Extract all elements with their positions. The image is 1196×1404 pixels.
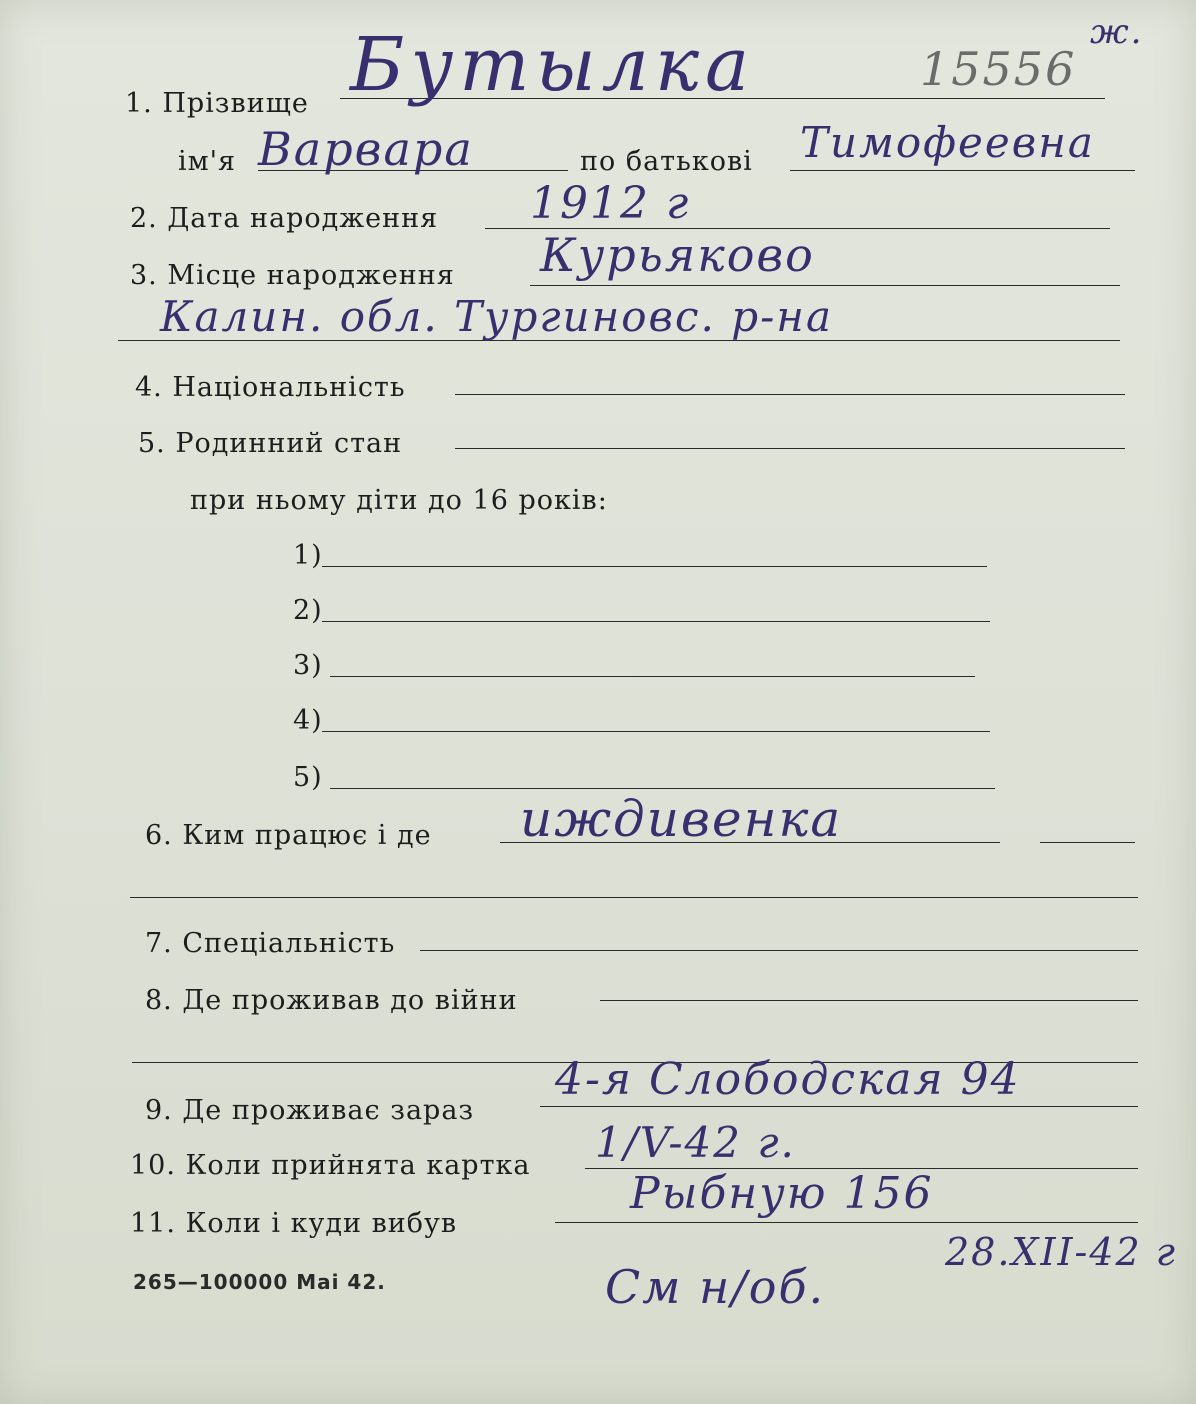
surname-label: 1. Прізвище [125,88,309,119]
footer-note-left: См н/об. [605,1260,826,1314]
surname-value: Бутылка [350,22,756,108]
name-value: Варвара [258,122,474,176]
occupation-value: иждивенка [520,790,843,848]
birth-place-label: 3. Місце народження [130,260,455,291]
surname-corner-note: ж. [1090,12,1144,52]
footer-note-right: 28.XII-42 г [945,1230,1177,1274]
birth-place-value-line2: Калин. обл. Тургиновс. р-на [160,292,834,341]
children-label: при ньому діти до 16 років: [190,485,608,516]
specialty-line [420,950,1138,951]
child-3-line [330,676,975,677]
current-residence-label: 9. Де проживає зараз [145,1095,475,1126]
child-5-line [330,788,995,789]
child-4-label: 4) [293,705,323,736]
nationality-line [455,394,1125,395]
occupation-line-2 [130,897,1138,898]
card-accepted-label: 10. Коли прийнята картка [130,1150,531,1181]
departure-line [555,1222,1138,1223]
patronymic-label: по батькові [580,146,753,177]
patronymic-line [790,170,1135,171]
departure-value: Рыбную 156 [630,1168,934,1219]
birth-date-value: 1912 г [530,178,691,229]
occupation-line-right [1040,842,1135,843]
surname-pencil-note: 15556 [920,42,1077,96]
child-2-label: 2) [293,595,323,626]
specialty-label: 7. Спеціальність [145,928,396,959]
prewar-residence-line [600,1000,1138,1001]
card-accepted-value: 1/V-42 г. [595,1118,796,1167]
child-1-line [322,566,987,567]
child-4-line [322,731,990,732]
marital-status-label: 5. Родинний стан [138,428,403,459]
print-code: 265—100000 Mai 42. [133,1270,386,1294]
nationality-label: 4. Національність [135,372,406,403]
marital-status-line [455,448,1125,449]
name-label: ім'я [178,146,237,177]
birth-place-line [530,285,1120,286]
child-2-line [322,621,990,622]
child-5-label: 5) [293,762,323,793]
current-residence-value: 4-я Слободская 94 [555,1054,1021,1105]
current-residence-line [540,1106,1138,1107]
patronymic-value: Тимофеевна [800,118,1095,167]
child-1-label: 1) [293,540,323,571]
child-3-label: 3) [293,650,323,681]
birth-place-value: Курьяково [540,228,815,282]
departure-label: 11. Коли і куди вибув [130,1208,458,1239]
birth-date-label: 2. Дата народження [130,203,439,234]
prewar-residence-label: 8. Де проживав до війни [145,985,518,1016]
occupation-label: 6. Ким працює і де [145,820,432,851]
